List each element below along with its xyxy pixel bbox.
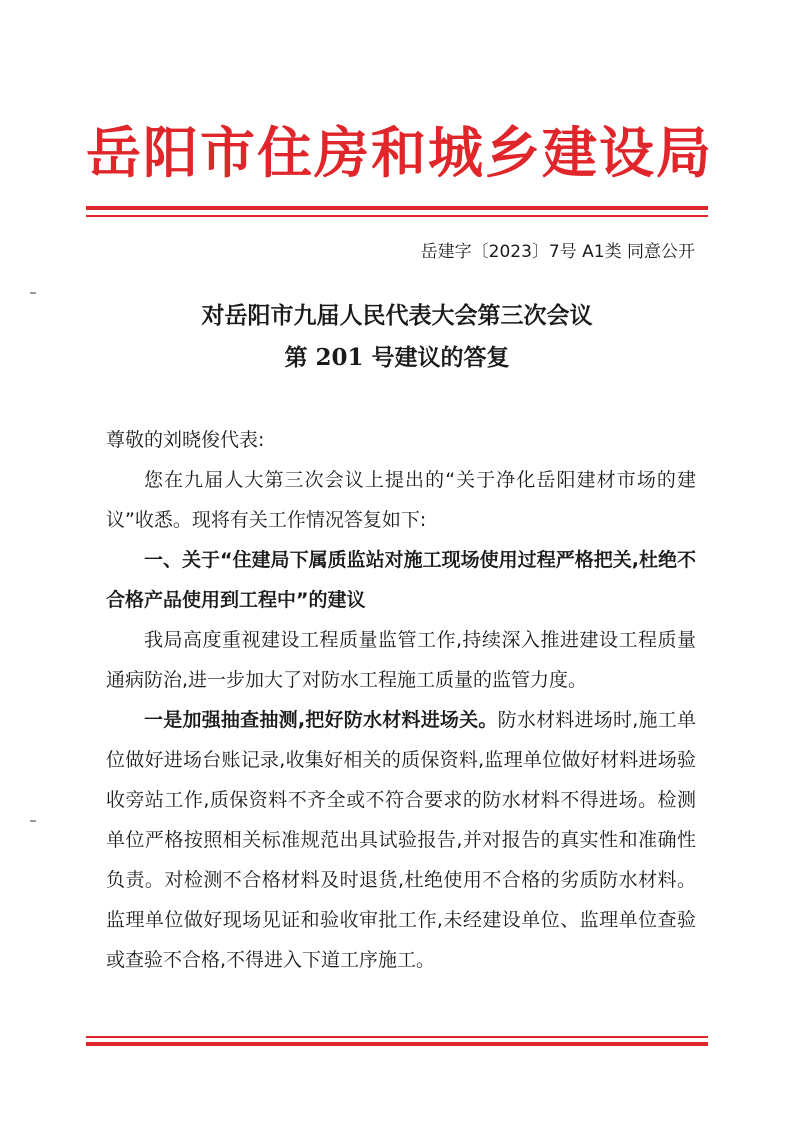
reply-title-line2: 第 201 号建议的答复: [284, 344, 510, 371]
masthead-rule-thin: [86, 215, 708, 217]
salutation: 尊敬的刘晓俊代表:: [106, 429, 265, 451]
point-1-text: 防水材料进场时,施工单位做好进场台账记录,收集好相关的质保资料,监理单位做好材料进场验收旁站工作,质保资料不齐全或不符合要求的防水材料不得进场。检测单位严格按照相关标准规范出具试验报告,并对报告的真实性和准确性负责。对检测不合格材料及时退货,杜绝使用不合格的劣质防水材料。监理单位做好现场见证和验收审批工作,未经建设单位、监理单位查验或查验不合格,不得进入下道工序施工。: [106, 709, 696, 971]
footer-rule-thin: [86, 1036, 708, 1038]
section-1-paragraph: 我局高度重视建设工程质量监管工作,持续深入推进建设工程质量通病防治,进一步加大了对防水工程施工质量的监管力度。: [106, 629, 696, 691]
masthead-rule-thick: [86, 206, 708, 210]
point-1-paragraph: [106, 700, 696, 980]
document-number: 岳建字〔2023〕7号 A1类 同意公开: [420, 242, 695, 262]
point-1-lead: 一是加强抽查抽测,把好防水材料进场关。: [144, 709, 498, 731]
section-heading-1: 一、关于“住建局下属质监站对施工现场使用过程严格把关,杜绝不合格产品使用到工程中”的建议: [106, 549, 696, 611]
footer-rule-thick: [86, 1042, 708, 1046]
intro-paragraph: 您在九届人大第三次会议上提出的“关于净化岳阳建材市场的建议”收悉。现将有关工作情况答复如下:: [106, 469, 696, 531]
reply-title-line1: 对岳阳市九届人民代表大会第三次会议: [201, 302, 593, 329]
binding-mark: [30, 820, 36, 822]
binding-mark: [30, 292, 36, 294]
agency-masthead: 岳阳市住房和城乡建设局: [86, 120, 714, 185]
